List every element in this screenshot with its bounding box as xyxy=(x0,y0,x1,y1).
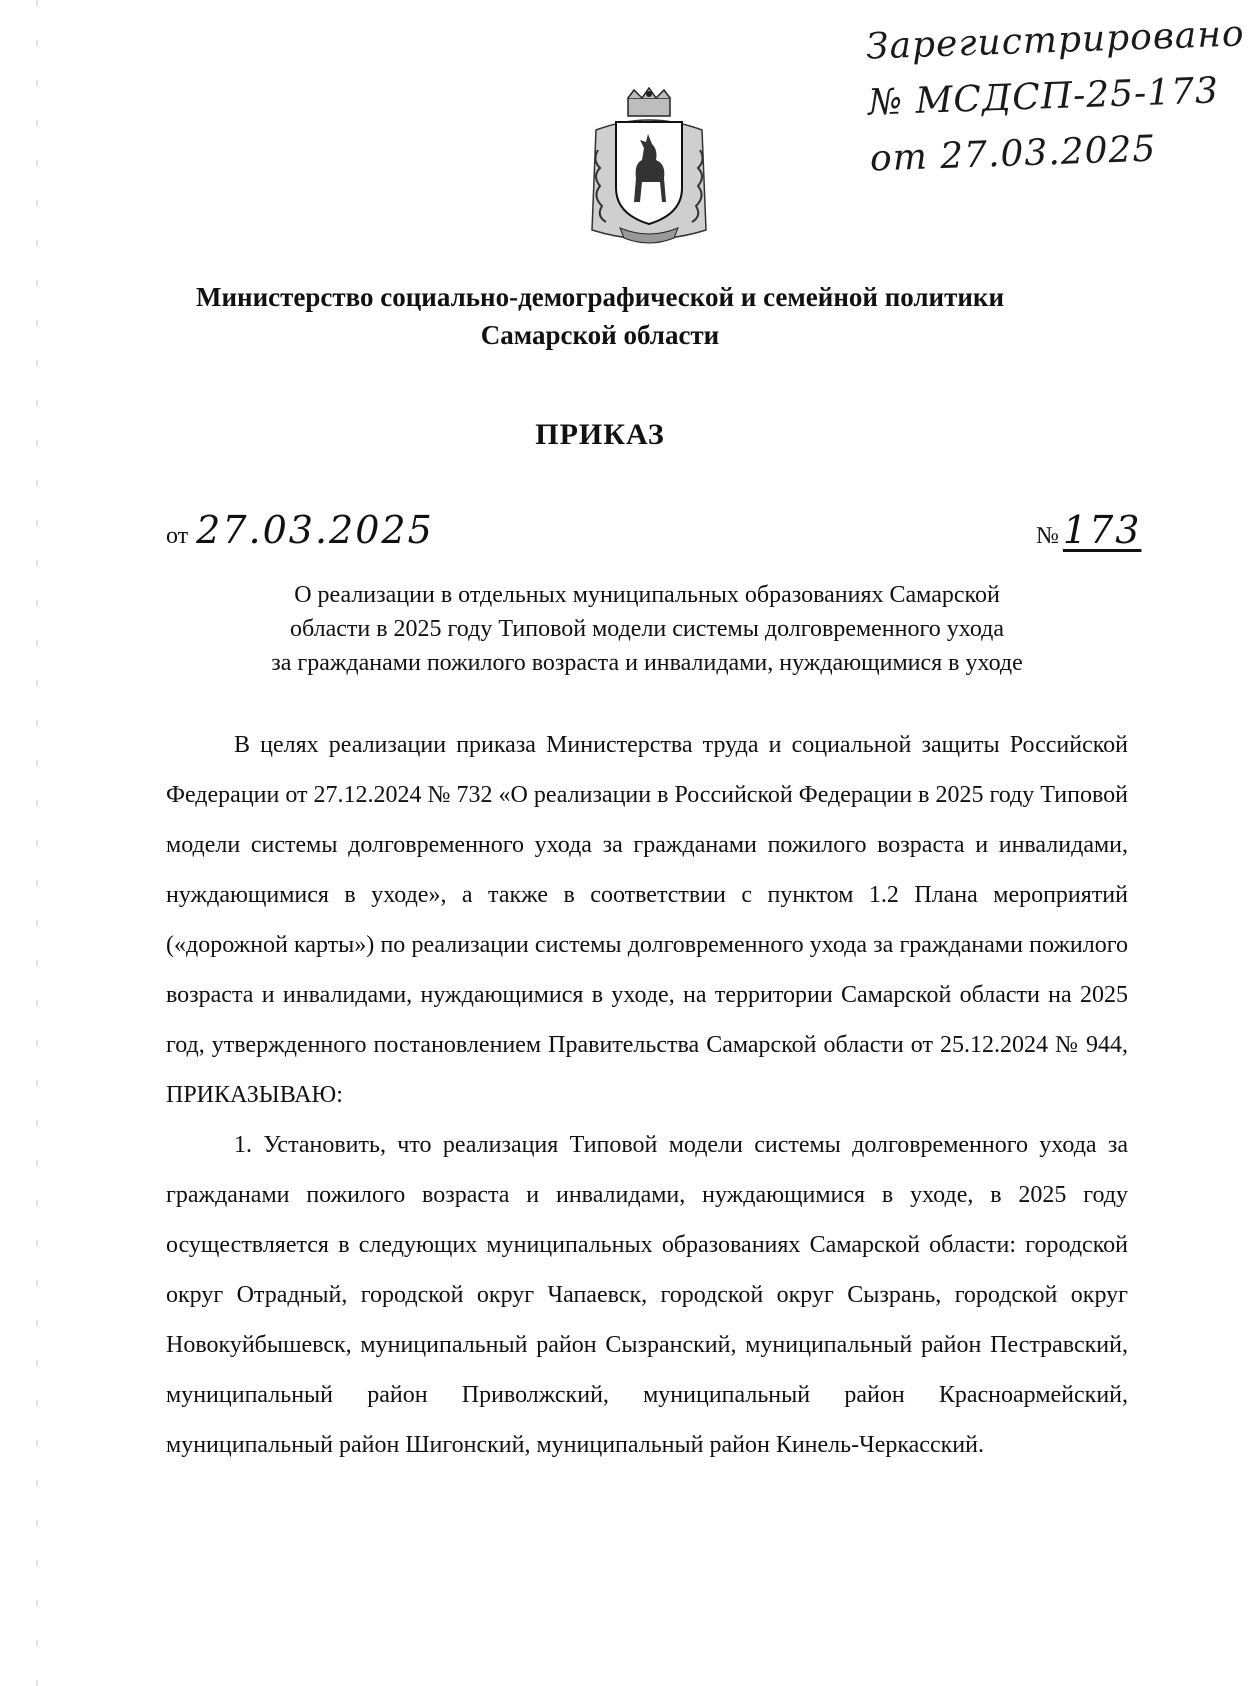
subject-line-1: О реализации в отдельных муниципальных образованиях Самарской xyxy=(294,582,1000,608)
document-type-title: ПРИКАЗ xyxy=(535,418,665,451)
body-paragraph-preamble: В целях реализации приказа Министерства труда и социальной защиты Российской Федерации от 27.12.2024 № 732 «О реализации в Российской Федерации в 2025 году Типовой модели системы долговременного ухода за гражданами пожилого возраста и инвалидами, нуждающимися в уходе», а также в соответствии с пунктом 1.2 Плана мероприятий («дорожной карты») по реализации системы долговременного ухода за гражданами пожилого возраста и инвалидами, нуждающимися в уходе, на территории Самарской области на 2025 год, утвержденного постановлением Правительства Самарской области от 25.12.2024 № 944, ПРИКАЗЫВАЮ: xyxy=(166,732,1128,1108)
organization-line-1: Министерство социально-демографической и семейной политики xyxy=(195,282,1005,312)
date-value-handwritten: 27.03.2025 xyxy=(196,508,434,552)
organization-name xyxy=(0,278,1200,354)
annotation-line-registered: Зарегистрировано xyxy=(865,13,1246,68)
document-date xyxy=(166,508,434,552)
registration-annotation xyxy=(865,8,1246,187)
subject-line-2: области в 2025 году Типовой модели системы долговременного ухода xyxy=(290,616,1004,642)
subject-line-3: за гражданами пожилого возраста и инвалидами, нуждающимися в уходе xyxy=(271,650,1023,676)
scan-edge-artifact xyxy=(36,0,38,1686)
number-prefix: № xyxy=(1036,523,1059,549)
document-body xyxy=(166,720,1128,1470)
document-subject xyxy=(166,578,1128,680)
annotation-line-number: № МСДСП-25-173 xyxy=(867,70,1220,124)
date-prefix: от xyxy=(166,523,189,549)
document-number xyxy=(1036,508,1141,552)
annotation-line-date: от 27.03.2025 xyxy=(869,128,1157,180)
body-paragraph-item-1: 1. Установить, что реализация Типовой модели системы долговременного ухода за гражданами пожилого возраста и инвалидами, нуждающимися в уходе, в 2025 году осуществляется в следующих муниципальных образованиях Самарской области: городской округ Отрадный, городской округ Чапаевск, городской округ Сызрань, городской округ Новокуйбышевск, муниципальный район Сызранский, муниципальный район Пестравский, муниципальный район Приволжский, муниципальный район Красноармейский, муниципальный район Шигонский, муниципальный район Кинель-Черкасский. xyxy=(166,1132,1128,1458)
number-value-handwritten: 173 xyxy=(1062,508,1142,552)
organization-line-2: Самарской области xyxy=(480,320,720,350)
samara-coat-of-arms-icon xyxy=(586,90,712,250)
